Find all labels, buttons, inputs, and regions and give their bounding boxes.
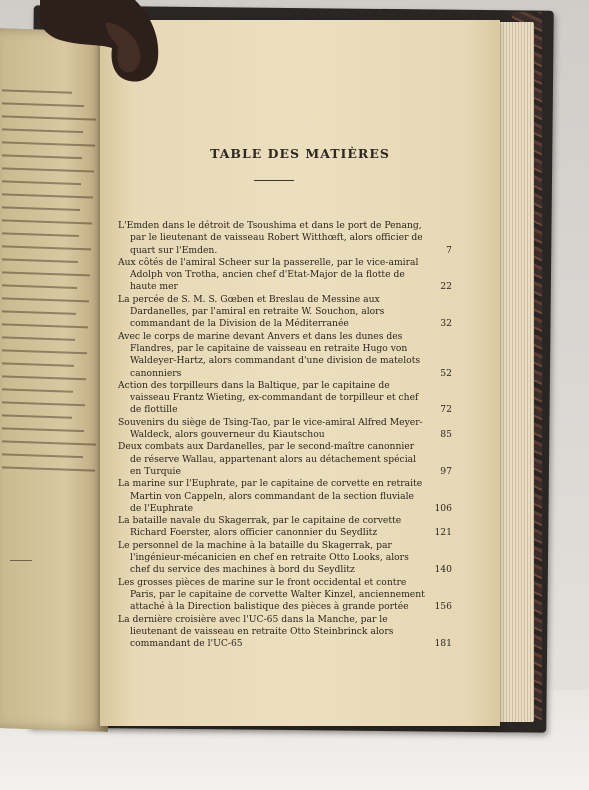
left-page-line [2, 453, 83, 458]
toc-entry-page: 85 [440, 429, 452, 441]
toc-entry-title: La marine sur l'Euphrate, par le capitaine de corvette en retraite Martin von Cappeln, alors commandant de la section fluviale de l'Euphrate [118, 478, 423, 514]
left-page-line [2, 414, 72, 418]
toc-entry [118, 441, 452, 478]
toc-entry [118, 256, 452, 294]
toc-entry-page: 106 [434, 502, 452, 514]
title-rule [254, 180, 294, 181]
toc-entry-page: 32 [440, 318, 452, 330]
left-page-line [2, 245, 91, 250]
table-of-contents [118, 220, 452, 650]
left-page-line [2, 284, 77, 289]
hand-thumb [40, 0, 170, 90]
left-page-line [2, 167, 94, 172]
left-page-line [2, 362, 74, 367]
toc-entry [118, 416, 452, 442]
left-page-line [2, 219, 92, 224]
left-page-line [2, 115, 96, 120]
toc-entry-title: Deux combats aux Dardanelles, par le second-maître canonnier de réserve Wallau, appartenant alors au détachement spécial en Turquie [118, 441, 417, 477]
toc-entry-title: La percée de S. M. S. Gœben et Breslau de Messine aux Dardanelles, par l'amiral en retraite W. Souchon, alors commandant de la Division de la Méditerranée [118, 293, 385, 330]
left-page-line [2, 102, 84, 107]
toc-entry-page: 72 [440, 404, 452, 416]
left-page-line [2, 206, 80, 211]
toc-entry-title: Avec le corps de marine devant Anvers et dans les dunes des Flandres, par le capitaine de vaisseau en retraite Hugo von Waldeyer-Hartz, alors commandant d'une division de matelots canonniers [118, 330, 421, 379]
toc-entry [118, 293, 452, 331]
toc-entry-title: La dernière croisière avec l'UC-65 dans la Manche, par le lieutenant de vaisseau en retraite Otto Steinbrinck alors commandant de l'UC-65 [118, 613, 394, 650]
toc-entry-page: 52 [440, 367, 452, 379]
left-page-line [2, 401, 85, 406]
left-page-line [2, 323, 88, 328]
left-page-line [2, 336, 75, 341]
left-page-line [2, 310, 76, 315]
toc-entry-page: 140 [434, 564, 452, 576]
left-page-line [2, 427, 84, 432]
left-page-line [2, 193, 93, 198]
left-page-rule [10, 560, 32, 561]
left-page-line [2, 154, 82, 159]
toc-entry [118, 379, 452, 417]
toc-entry-title: L'Emden dans le détroit de Tsoushima et dans le port de Penang, par le lieutenant de vaisseau Robert Witthœft, alors officier de quart sur l'Emden. [118, 220, 423, 256]
page-edges [498, 22, 534, 722]
toc-entry-title: Les grosses pièces de marine sur le front occidental et contre Paris, par le capitaine de corvette Walter Kinzel, anciennement attaché à la Direction balistique des pièces à grande portée [118, 576, 425, 613]
toc-entry [118, 576, 452, 614]
toc-entry [118, 330, 452, 380]
toc-entry [118, 515, 452, 540]
left-page-line [2, 349, 87, 354]
left-page-line [2, 232, 79, 237]
toc-entry-title: La bataille navale du Skagerrak, par le capitaine de corvette Richard Foerster, alors officier canonnier du Seydlitz [118, 515, 402, 539]
toc-entry-title: Action des torpilleurs dans la Baltique, par le capitaine de vaisseau Frantz Wieting, ex-commandant de torpilleur et chef de flottille [118, 379, 419, 416]
toc-entry-page: 181 [434, 638, 452, 650]
toc-entry-page: 7 [446, 244, 452, 256]
left-page-line [2, 440, 96, 445]
toc-entry-title: Souvenirs du siège de Tsing-Tao, par le vice-amiral Alfred Meyer-Waldeck, alors gouverneur du Kiautschou [118, 416, 423, 441]
toc-entry-page: 121 [434, 527, 452, 539]
page-title: TABLE DES MATIÈRES [210, 146, 390, 161]
left-page-line [2, 375, 86, 380]
left-page-line [2, 141, 95, 146]
left-page-line [2, 466, 95, 471]
left-page-line [2, 271, 90, 276]
toc-entry-page: 97 [440, 465, 452, 477]
left-page-text [0, 78, 100, 501]
toc-entry [118, 478, 452, 515]
left-page-line [2, 388, 73, 392]
left-page-line [2, 128, 83, 133]
toc-entry [118, 613, 452, 651]
toc-entry-title: Le personnel de la machine à la bataille du Skagerrak, par l'ingénieur-mécanicien en chef en retraite Otto Looks, alors chef du service des machines à bord du Seydlitz [118, 539, 409, 576]
left-page-line [2, 180, 81, 185]
toc-entry [118, 220, 452, 257]
left-page-line [2, 297, 89, 302]
toc-entry-page: 22 [440, 281, 452, 293]
toc-entry-page: 156 [434, 601, 452, 613]
toc-entry [118, 539, 452, 577]
toc-entry-title: Aux côtés de l'amiral Scheer sur la passerelle, par le vice-amiral Adolph von Trotha, ancien chef d'Etat-Major de la flotte de haute mer [118, 256, 419, 293]
left-page-line [2, 258, 78, 263]
